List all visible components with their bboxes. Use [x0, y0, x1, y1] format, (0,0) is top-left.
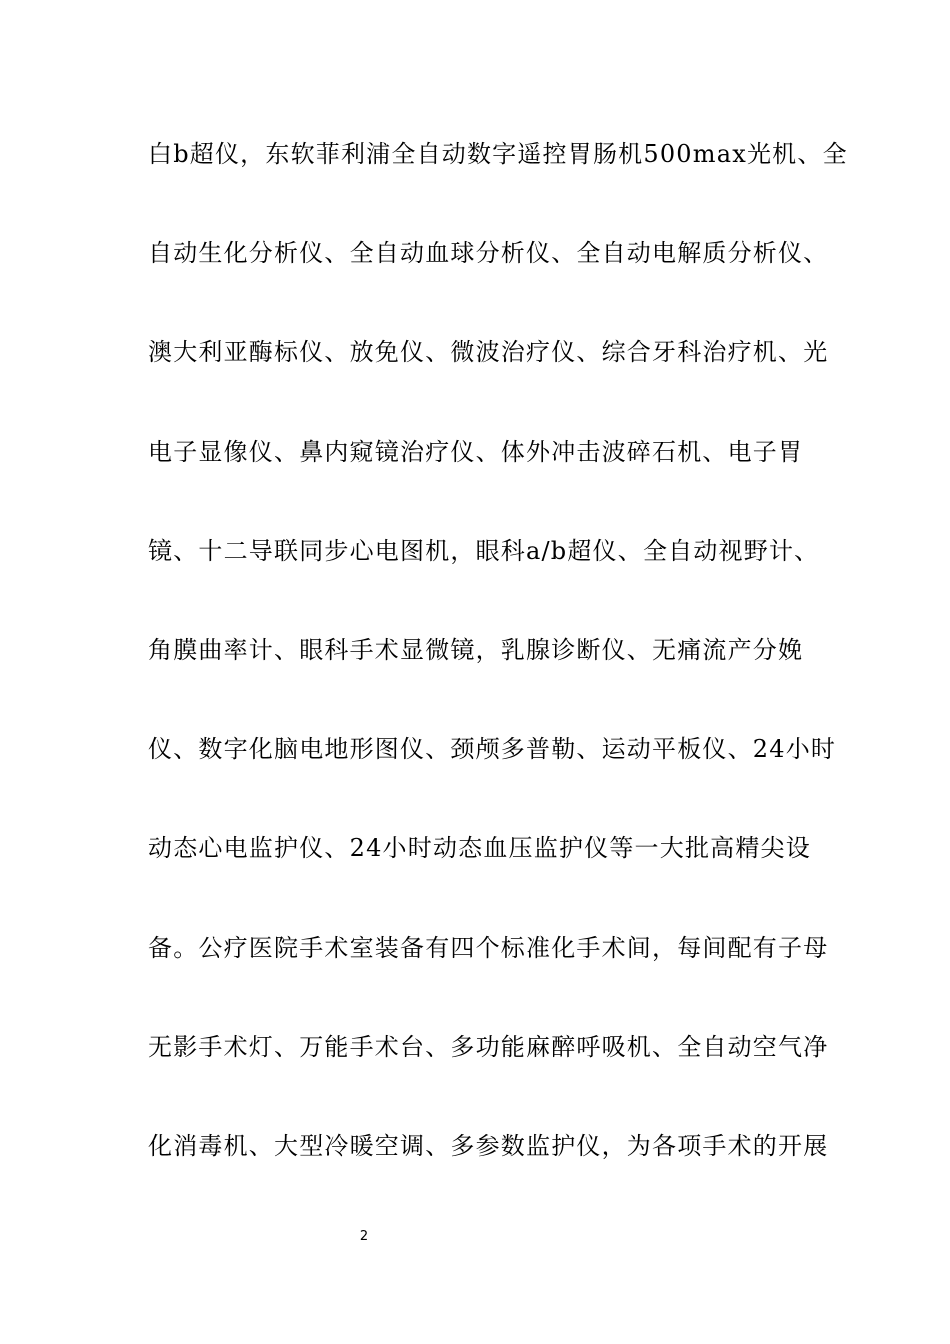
text-line: 无影手术灯、万能手术台、多功能麻醉呼吸机、全自动空气净 — [148, 1032, 829, 1061]
text-line: 动态心电监护仪、24小时动态血压监护仪等一大批高精尖设 — [148, 834, 811, 863]
page-number: 2 — [359, 1229, 369, 1244]
body-text — [148, 128, 848, 1219]
text-line: 白b超仪，东软菲利浦全自动数字遥控胃肠机500max光机、全 — [148, 140, 848, 168]
text-line: 镜、十二导联同步心电图机，眼科a/b超仪、全自动视野计、 — [148, 536, 820, 565]
text-line: 化消毒机、大型冷暖空调、多参数监护仪，为各项手术的开展 — [148, 1131, 829, 1160]
text-line: 自动生化分析仪、全自动血球分析仪、全自动电解质分析仪、 — [148, 239, 829, 268]
text-line: 澳大利亚酶标仪、放免仪、微波治疗仪、综合牙科治疗机、光 — [148, 338, 829, 367]
text-line: 角膜曲率计、眼科手术显微镜，乳腺诊断仪、无痛流产分娩 — [148, 635, 804, 664]
text-line: 仪、数字化脑电地形图仪、颈颅多普勒、运动平板仪、24小时 — [148, 735, 837, 764]
text-line: 备。公疗医院手术室装备有四个标准化手术间，每间配有子母 — [148, 933, 829, 962]
text-line: 电子显像仪、鼻内窥镜治疗仪、体外冲击波碎石机、电子胃 — [148, 437, 804, 466]
